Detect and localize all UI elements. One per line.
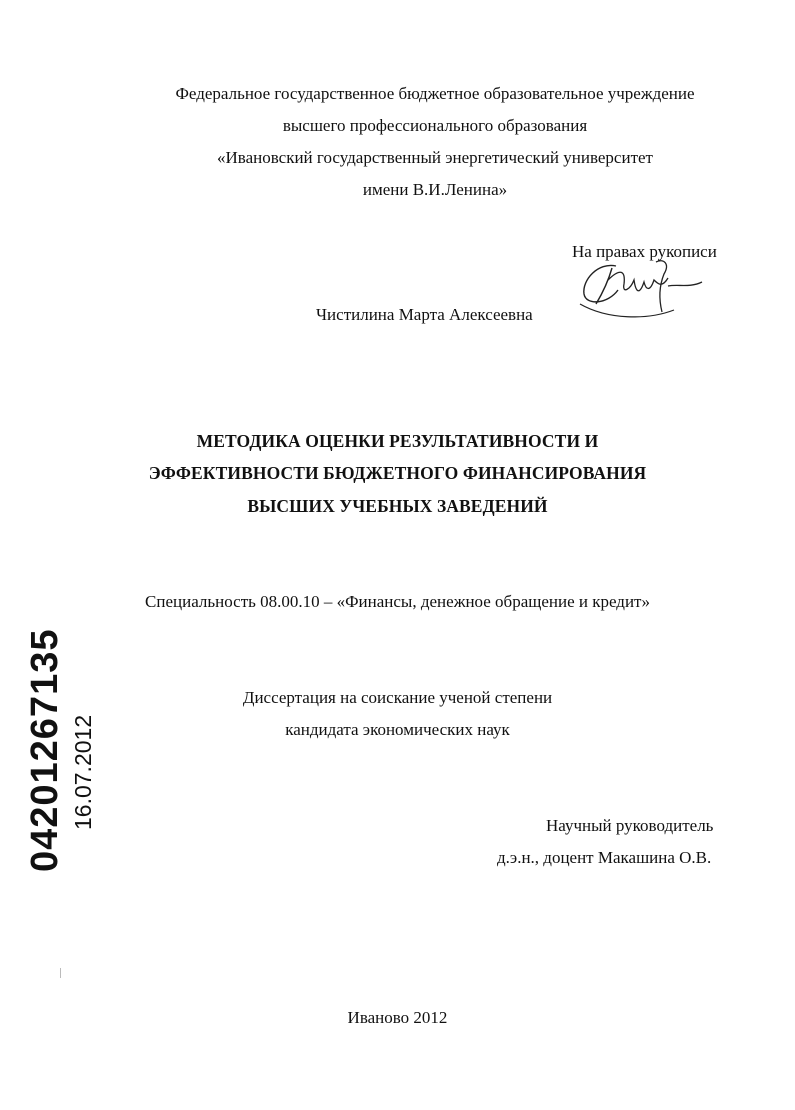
institution-line-1: Федеральное государственное бюджетное образовательное учреждение (175, 84, 695, 103)
title-line-2: ЭФФЕКТИВНОСТИ БЮДЖЕТНОГО ФИНАНСИРОВАНИЯ (148, 463, 647, 483)
city-year: Иваново 2012 (347, 1008, 448, 1027)
archive-number: 04201267135 (24, 628, 66, 872)
title-line-1: МЕТОДИКА ОЦЕНКИ РЕЗУЛЬТАТИВНОСТИ И (196, 431, 599, 451)
supervisor-label: Научный руководитель (546, 816, 714, 835)
title-line-3: ВЫСШИХ УЧЕБНЫХ ЗАВЕДЕНИЙ (247, 496, 548, 516)
institution-line-4: имени В.И.Ленина» (362, 180, 508, 199)
author-name: Чистилина Марта Алексеевна (316, 305, 533, 324)
degree-line-1: Диссертация на соискание ученой степени (242, 688, 553, 707)
institution-line-3: «Ивановский государственный энергетический университет (217, 148, 653, 167)
supervisor-name: д.э.н., доцент Макашина О.В. (497, 848, 712, 867)
archive-date: 16.07.2012 (70, 714, 96, 830)
institution-line-2: высшего профессионального образования (282, 116, 588, 135)
manuscript-note: На правах рукописи (572, 242, 717, 261)
margin-mark (60, 968, 61, 978)
degree-line-2: кандидата экономических наук (285, 720, 510, 739)
specialty-line: Специальность 08.00.10 – «Финансы, денежное обращение и кредит» (145, 592, 650, 611)
signature-image (578, 254, 708, 324)
